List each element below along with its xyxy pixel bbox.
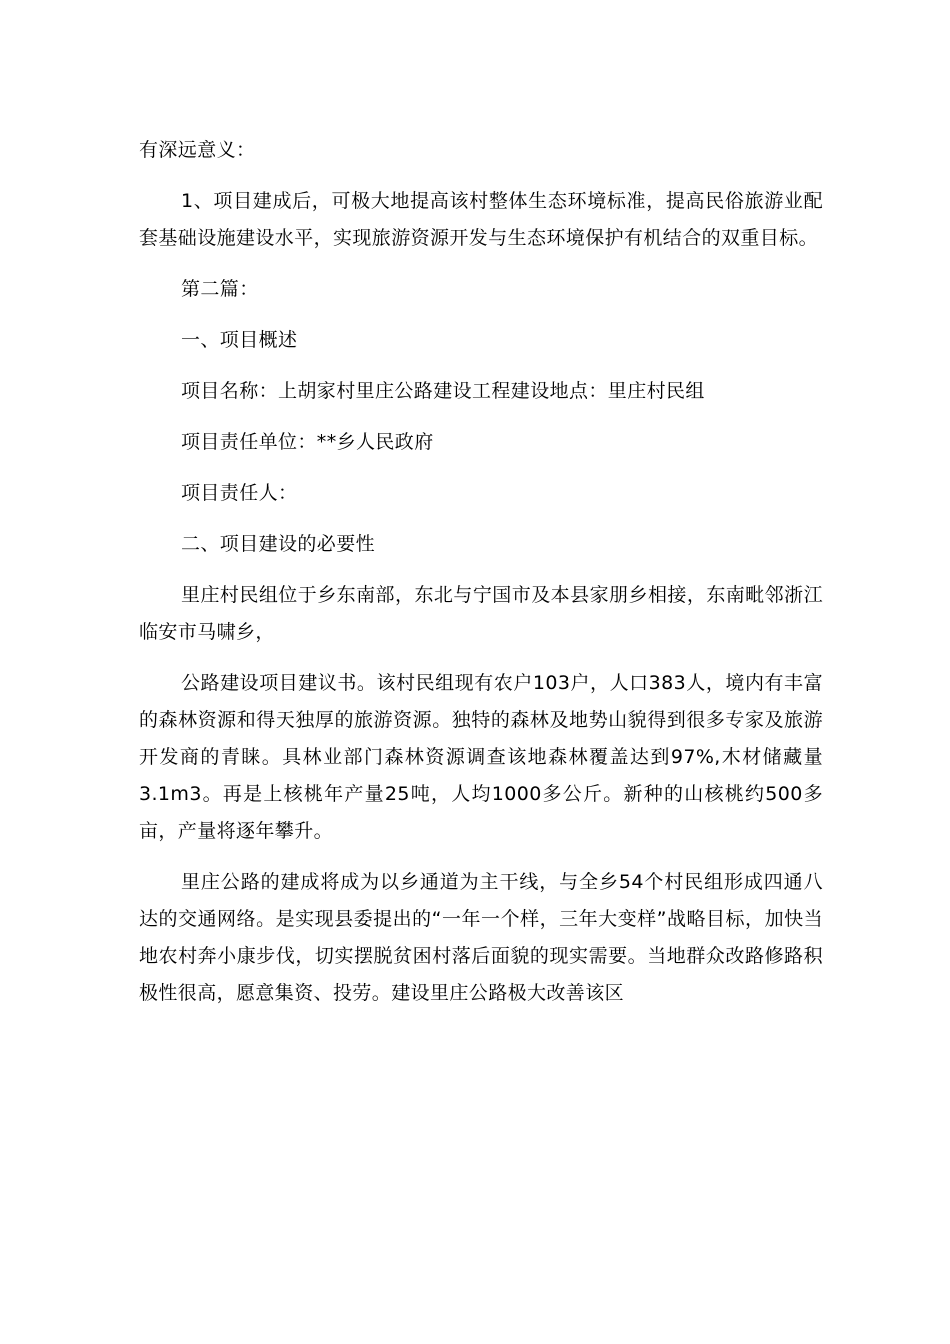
- project-name-line: 项目名称：上胡家村里庄公路建设工程建设地点：里庄村民组: [181, 380, 705, 402]
- paragraph-gap: [139, 651, 823, 665]
- paragraph-gap: [139, 461, 823, 475]
- paragraph-gap: [139, 512, 823, 526]
- paragraph-gap: [139, 257, 823, 271]
- project-unit-line: 项目责任单位：**乡人民政府: [181, 431, 434, 453]
- paragraph-gap: [139, 563, 823, 577]
- paragraph-gap: [139, 308, 823, 322]
- paragraph-gap: [139, 850, 823, 864]
- section-heading-overview: 一、项目概述: [181, 329, 298, 351]
- paragraph-point-1: 1、项目建成后，可极大地提高该村整体生态环境标准，提高民俗旅游业配套基础设施建设水平，实现旅游资源开发与生态环境保护有机结合的双重目标。: [139, 190, 823, 249]
- section-heading-part-two: 第二篇：: [181, 278, 259, 300]
- paragraph-gap: [139, 410, 823, 424]
- project-person-line: 项目责任人：: [181, 482, 298, 504]
- paragraph-gap: [139, 169, 823, 183]
- paragraph-location: 里庄村民组位于乡东南部，东北与宁国市及本县家朋乡相接，东南毗邻浙江临安市马啸乡，: [139, 584, 823, 643]
- paragraph-resources: 公路建设项目建议书。该村民组现有农户103户，人口383人，境内有丰富的森林资源和得天独厚的旅游资源。独特的森林及地势山貌得到很多专家及旅游开发商的青睐。具林业部门森林资源调查该地森林覆盖达到97%,木材储藏量3.1m3。再是上核桃年产量25吨，人均1000多公斤。新种的山核桃约500多亩，产量将逐年攀升。: [139, 672, 823, 842]
- paragraph-road-network: 里庄公路的建成将成为以乡通道为主干线，与全乡54个村民组形成四通八达的交通网络。是实现县委提出的“一年一个样，三年大变样”战略目标，加快当地农村奔小康步伐，切实摆脱贫困村落后面貌的现实需要。当地群众改路修路积极性很高，愿意集资、投劳。建设里庄公路极大改善该区: [139, 871, 823, 1004]
- document-body: [139, 132, 823, 1012]
- section-heading-necessity: 二、项目建设的必要性: [181, 533, 376, 555]
- paragraph-continuation: 有深远意义：: [139, 139, 256, 161]
- paragraph-gap: [139, 359, 823, 373]
